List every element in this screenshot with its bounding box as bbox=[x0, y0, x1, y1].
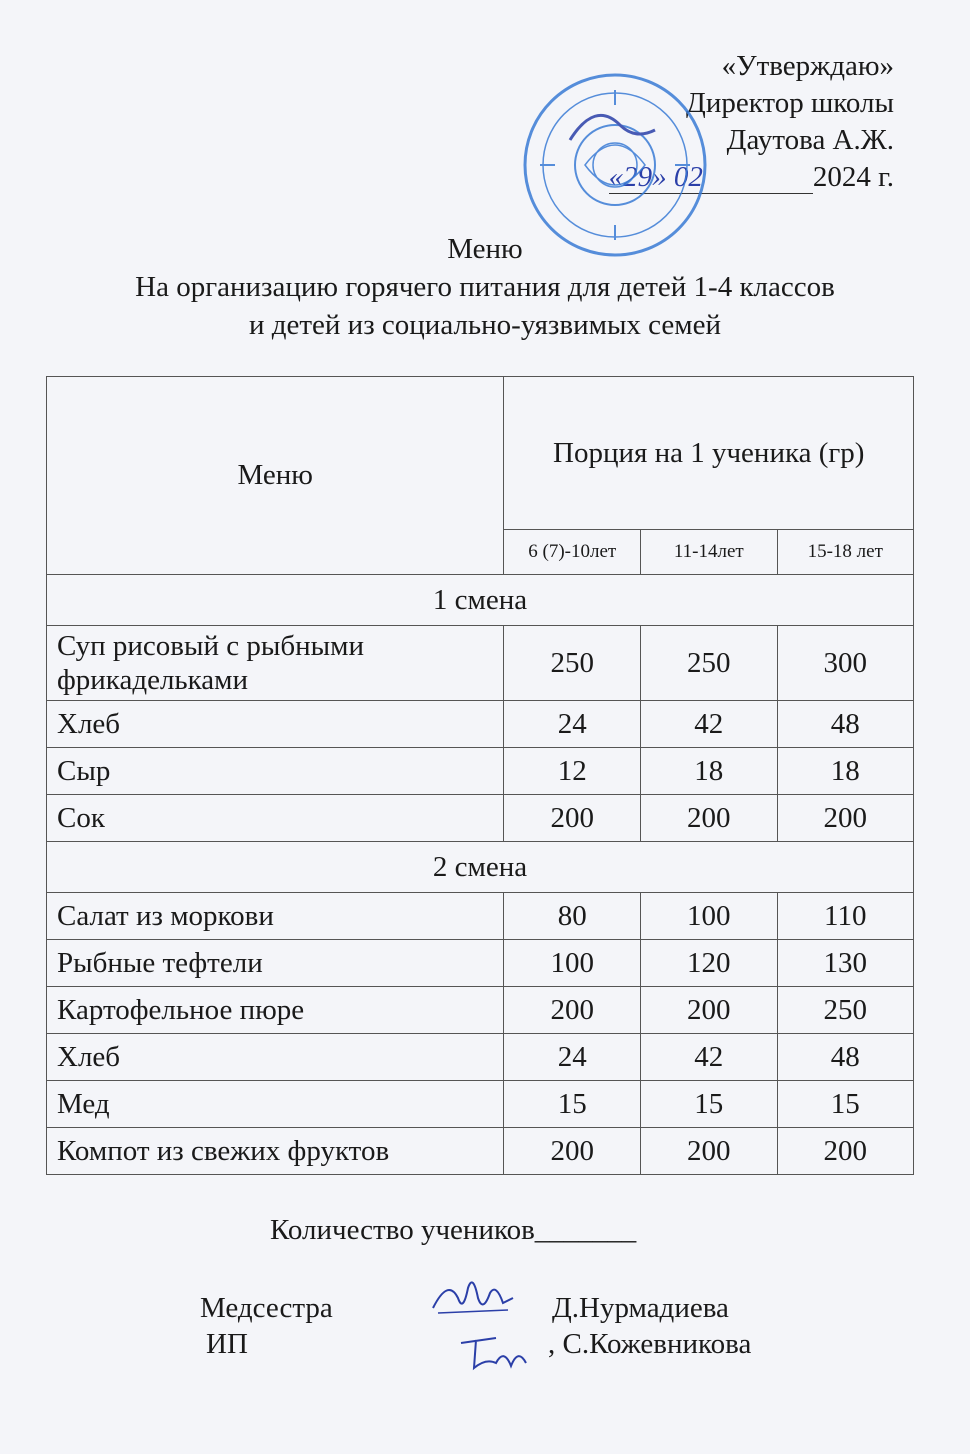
table-row bbox=[47, 987, 914, 1034]
portion-6-10: 100 bbox=[504, 940, 641, 987]
approval-position: Директор школы bbox=[686, 87, 894, 119]
portion-15-18: 200 bbox=[777, 795, 913, 842]
portion-11-14: 18 bbox=[641, 748, 777, 795]
dish-name: Сок bbox=[47, 795, 504, 842]
header-menu: Меню bbox=[47, 377, 504, 575]
portion-6-10: 24 bbox=[504, 701, 641, 748]
portion-11-14: 15 bbox=[641, 1081, 777, 1128]
portion-15-18: 130 bbox=[777, 940, 913, 987]
nurse-role: Медсестра bbox=[200, 1292, 333, 1324]
table-row bbox=[47, 701, 914, 748]
approval-title: «Утверждаю» bbox=[721, 50, 894, 82]
portion-11-14: 200 bbox=[641, 1128, 777, 1175]
table-row bbox=[47, 795, 914, 842]
table-row bbox=[47, 1034, 914, 1081]
portion-6-10: 80 bbox=[504, 893, 641, 940]
portion-15-18: 48 bbox=[777, 1034, 913, 1081]
ip-name: , С.Кожевникова bbox=[548, 1328, 752, 1360]
dish-name: Салат из моркови bbox=[47, 893, 504, 940]
portion-11-14: 200 bbox=[641, 987, 777, 1034]
table-row bbox=[47, 1081, 914, 1128]
portion-15-18: 48 bbox=[777, 701, 913, 748]
dish-name: Суп рисовый с рыбными фрикадельками bbox=[47, 626, 504, 701]
approval-date-year: 2024 г. bbox=[812, 161, 894, 193]
table-row bbox=[47, 1128, 914, 1175]
nurse-signature-icon bbox=[428, 1268, 518, 1328]
ip-signature-icon bbox=[456, 1328, 546, 1378]
portion-6-10: 200 bbox=[504, 1128, 641, 1175]
portion-6-10: 200 bbox=[504, 795, 641, 842]
header-age-11-14: 11-14лет bbox=[641, 530, 777, 575]
portion-15-18: 15 bbox=[777, 1081, 913, 1128]
portion-11-14: 250 bbox=[641, 626, 777, 701]
dish-name: Компот из свежих фруктов bbox=[47, 1128, 504, 1175]
header-portion: Порция на 1 ученика (гр) bbox=[504, 377, 914, 530]
title-purpose: На организацию горячего питания для детей 1-4 классов bbox=[135, 271, 835, 303]
portion-6-10: 15 bbox=[504, 1081, 641, 1128]
dish-name: Мед bbox=[47, 1081, 504, 1128]
dish-name: Хлеб bbox=[47, 701, 504, 748]
shift-1-label: 1 смена bbox=[47, 575, 914, 626]
dish-name: Хлеб bbox=[47, 1034, 504, 1081]
portion-6-10: 200 bbox=[504, 987, 641, 1034]
document-title bbox=[0, 230, 970, 344]
portion-11-14: 42 bbox=[641, 1034, 777, 1081]
dish-name: Сыр bbox=[47, 748, 504, 795]
table-row bbox=[47, 893, 914, 940]
portion-11-14: 120 bbox=[641, 940, 777, 987]
student-count-line: Количество учеников_______ bbox=[270, 1214, 637, 1246]
title-menu: Меню bbox=[447, 233, 523, 265]
menu-table bbox=[46, 376, 914, 1175]
approval-name: Даутова А.Ж. bbox=[726, 124, 894, 156]
ip-role: ИП bbox=[206, 1328, 248, 1360]
approval-date-day: «29» 02 bbox=[609, 161, 813, 194]
nurse-name: Д.Нурмадиева bbox=[552, 1292, 729, 1324]
portion-6-10: 250 bbox=[504, 626, 641, 701]
portion-11-14: 200 bbox=[641, 795, 777, 842]
header-age-15-18: 15-18 лет bbox=[777, 530, 913, 575]
table-row bbox=[47, 626, 914, 701]
table-row bbox=[47, 748, 914, 795]
table-row bbox=[47, 940, 914, 987]
header-age-6-10: 6 (7)-10лет bbox=[504, 530, 641, 575]
portion-15-18: 110 bbox=[777, 893, 913, 940]
shift-2-label: 2 смена bbox=[47, 842, 914, 893]
portion-15-18: 200 bbox=[777, 1128, 913, 1175]
portion-6-10: 24 bbox=[504, 1034, 641, 1081]
portion-11-14: 42 bbox=[641, 701, 777, 748]
dish-name: Картофельное пюре bbox=[47, 987, 504, 1034]
portion-15-18: 250 bbox=[777, 987, 913, 1034]
signatory-names bbox=[548, 1290, 751, 1362]
title-audience: и детей из социально-уязвимых семей bbox=[248, 309, 722, 341]
portion-6-10: 12 bbox=[504, 748, 641, 795]
portion-11-14: 100 bbox=[641, 893, 777, 940]
dish-name: Рыбные тефтели bbox=[47, 940, 504, 987]
portion-15-18: 18 bbox=[777, 748, 913, 795]
portion-15-18: 300 bbox=[777, 626, 913, 701]
signatory-roles bbox=[200, 1290, 333, 1362]
